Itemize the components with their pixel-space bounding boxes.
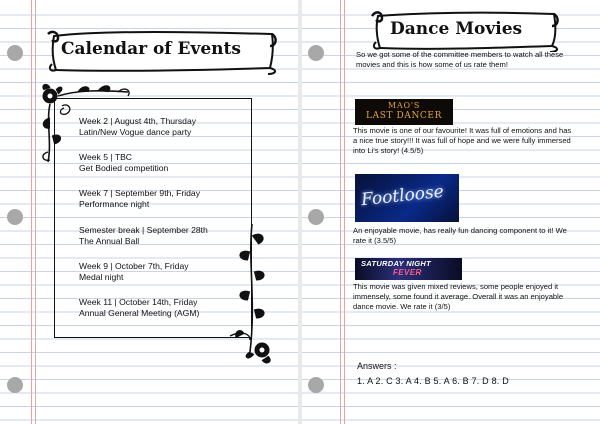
poster-title: Footloose (360, 181, 445, 211)
event-date: Week 9 | October 7th, Friday (79, 261, 189, 271)
movies-title: Dance Movies (390, 19, 523, 39)
event-name: Annual General Meeting (AGM) (79, 308, 200, 319)
movies-intro: So we got some of the committee members to watch all these movies and this is how some of us rate them! (356, 50, 564, 69)
movie-review: This movie was given mixed reviews, some people enjoyed it immensely, some found it average. Overall it was an enjoyable dance movie. We rate it (3/5) (353, 282, 564, 311)
footloose-poster (355, 174, 459, 222)
mao-last-dancer-poster (355, 99, 453, 125)
poster-title-line1: SATURDAY NIGHT (361, 259, 432, 268)
event-name: Medal night (79, 272, 124, 283)
movie-review: An enjoyable movie, has really fun dancing component to it! We rate it (3.5/5) (353, 226, 567, 245)
event-date: Semester break | September 28th (79, 225, 208, 235)
answers-label: Answers : (357, 361, 397, 371)
right-margin-line (340, 0, 341, 424)
event-item (79, 188, 200, 210)
event-item (79, 225, 208, 247)
poster-title-line2: FEVER (393, 268, 422, 277)
binder-hole (308, 209, 324, 225)
event-date: Week 2 | August 4th, Thursday (79, 116, 197, 126)
binder-hole (308, 45, 324, 61)
binder-hole (308, 377, 324, 393)
event-date: Week 5 | TBC (79, 152, 133, 162)
poster-title-line2: LAST DANCER (366, 111, 442, 121)
event-name: Latin/New Vogue dance party (79, 127, 192, 138)
movie-review: This movie is one of our favourite! It was full of emotions and has a nice true story!!! It was full of hope and we were fully immersed into Li's story! (4.5/5) (353, 126, 572, 155)
movies-title-banner (370, 10, 560, 52)
binder-hole (7, 45, 23, 61)
event-item (79, 297, 199, 319)
saturday-night-fever-poster (355, 258, 462, 280)
event-date: Week 11 | October 14th, Friday (79, 297, 198, 307)
poster-title-line1: MAO'S (387, 101, 421, 110)
binder-hole (7, 377, 23, 393)
page-gutter (298, 0, 302, 424)
event-name: The Annual Ball (79, 236, 140, 247)
right-margin-line-2 (344, 0, 345, 424)
calendar-title-banner (46, 28, 278, 76)
event-name: Performance night (79, 199, 150, 210)
answers-list: 1. A 2. C 3. A 4. B 5. A 6. B 7. D 8. D (357, 376, 509, 386)
left-margin-line-2 (35, 0, 36, 424)
event-date: Week 7 | September 9th, Friday (79, 188, 201, 198)
calendar-title: Calendar of Events (61, 39, 241, 59)
event-item (79, 152, 168, 174)
event-name: Get Bodied competition (79, 163, 169, 174)
event-item (79, 116, 196, 138)
floral-ornament-icon (228, 222, 278, 368)
binder-hole (7, 209, 23, 225)
event-item (79, 261, 189, 283)
left-margin-line (31, 0, 32, 424)
